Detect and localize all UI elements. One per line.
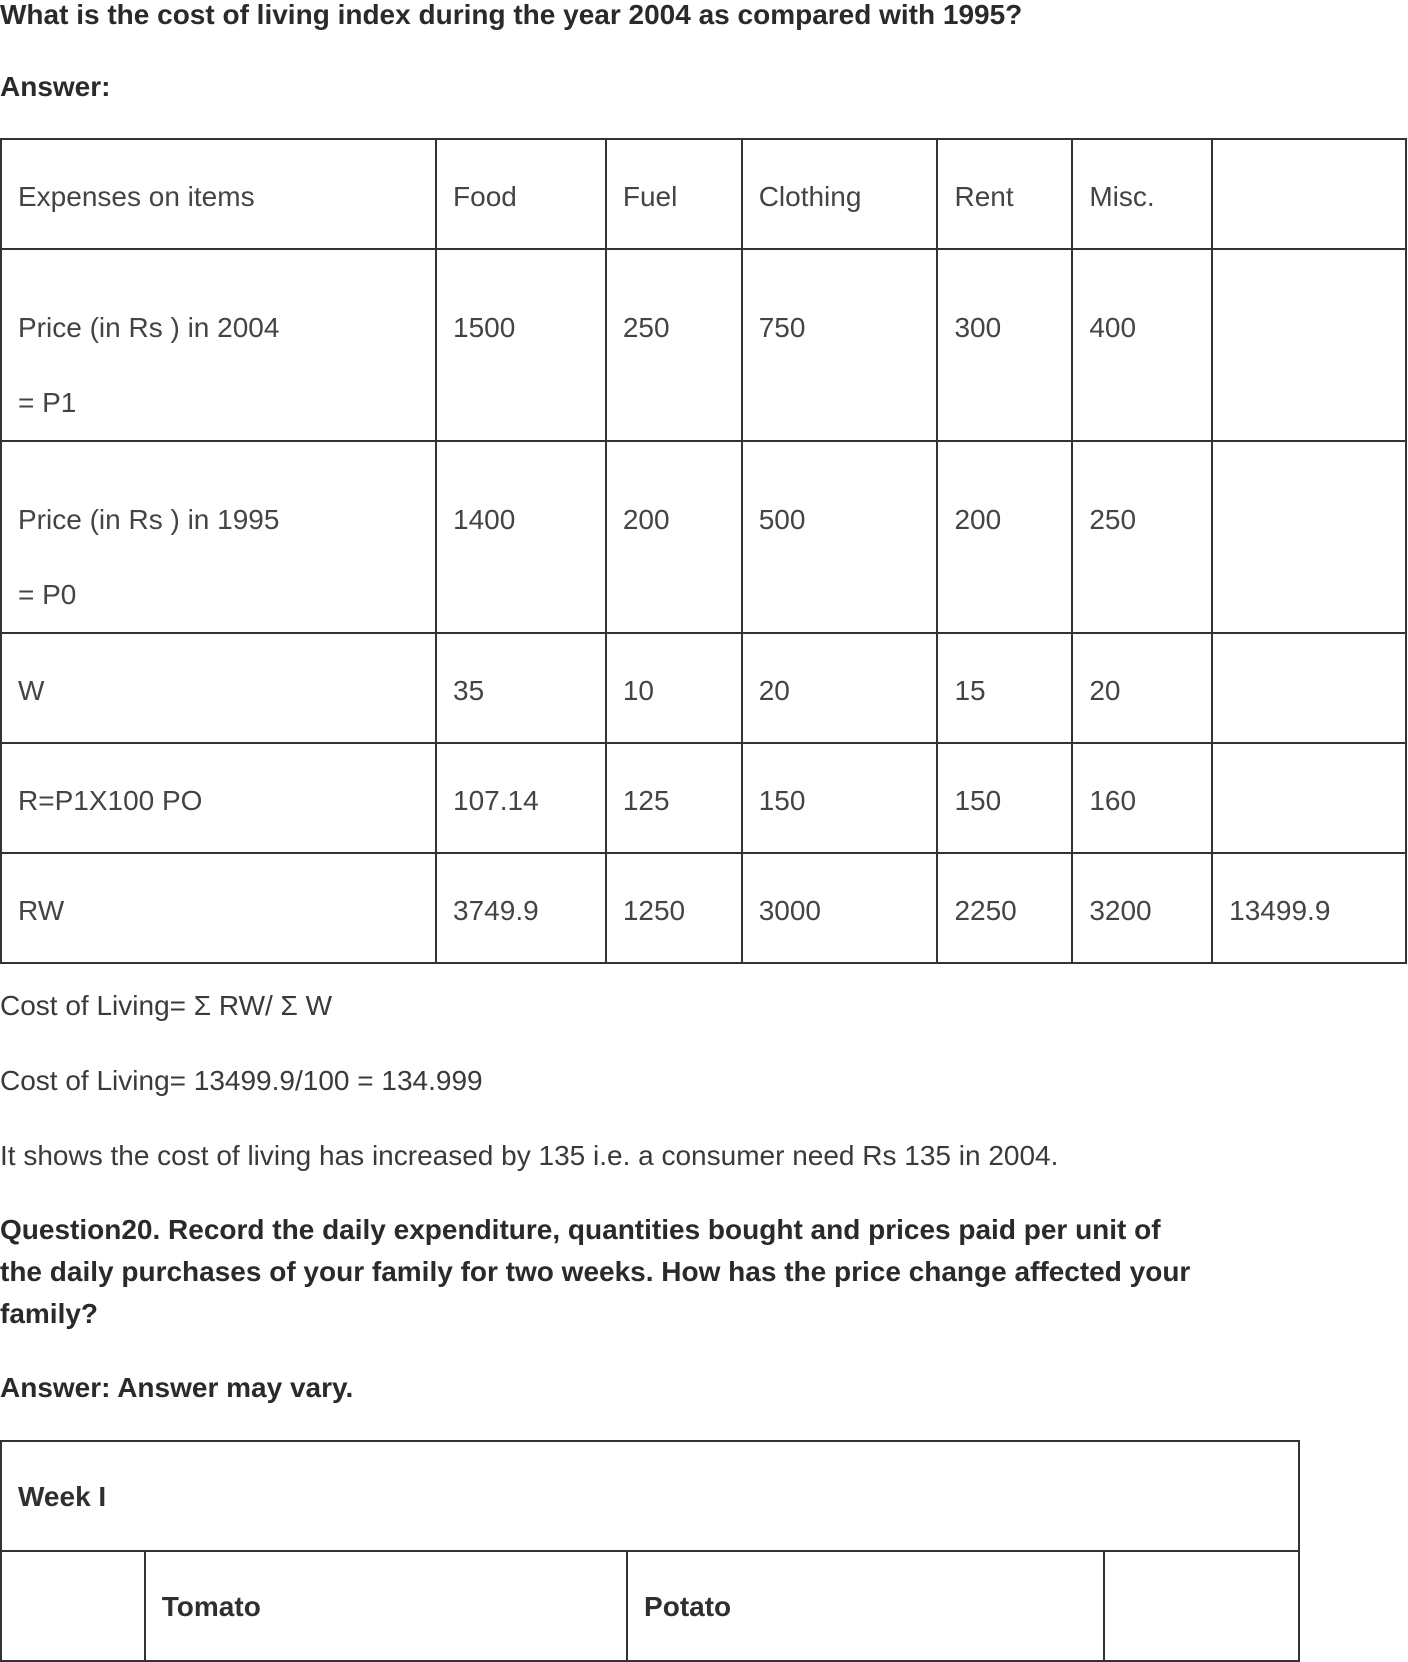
formula-line: Cost of Living= 13499.9/100 = 134.999 [0, 1065, 483, 1096]
table-cell [1212, 633, 1406, 743]
table-cell: 3749.9 [436, 853, 606, 963]
header-cell: Potato [627, 1551, 1104, 1661]
table-row [1, 633, 1406, 743]
formula-line: Cost of Living= Σ RW/ Σ W [0, 990, 333, 1021]
table-cell: 10 [606, 633, 742, 743]
table-row [1, 1441, 1299, 1551]
table-cell: 160 [1072, 743, 1212, 853]
table-header-row [1, 139, 1406, 249]
cost-of-living-table [0, 138, 1407, 964]
row-label: W [1, 633, 436, 743]
header-cell: Expenses on items [1, 139, 436, 249]
header-cell: Clothing [742, 139, 938, 249]
table-cell: 1500 [436, 249, 606, 441]
header-cell: Rent [937, 139, 1072, 249]
table-cell: 1400 [436, 441, 606, 633]
table-cell: 35 [436, 633, 606, 743]
question-title: What is the cost of living index during the year 2004 as compared with 1995? [0, 0, 1023, 30]
table-cell: 500 [742, 441, 938, 633]
header-cell [1, 1551, 145, 1661]
header-cell: Food [436, 139, 606, 249]
header-cell [1104, 1551, 1299, 1661]
table-cell: 750 [742, 249, 938, 441]
table-cell: 150 [937, 743, 1072, 853]
table-cell: 3000 [742, 853, 938, 963]
row-label: RW [1, 853, 436, 963]
row-label-line: = P0 [18, 579, 77, 610]
row-label [1, 249, 436, 441]
conclusion-text: It shows the cost of living has increased by 135 i.e. a consumer need Rs 135 in 2004. [0, 1140, 1059, 1171]
header-cell [1212, 139, 1406, 249]
question20-line: the daily purchases of your family for two weeks. How has the price change affected your [0, 1256, 1191, 1287]
header-cell: Tomato [145, 1551, 627, 1661]
table-cell: 300 [937, 249, 1072, 441]
table-cell: 200 [937, 441, 1072, 633]
table-cell: 2250 [937, 853, 1072, 963]
header-cell: Fuel [606, 139, 742, 249]
table-row [1, 249, 1406, 441]
table-cell: 107.14 [436, 743, 606, 853]
table-cell [1212, 249, 1406, 441]
row-label-line: Price (in Rs ) in 2004 [18, 312, 280, 343]
row-label-line: Price (in Rs ) in 1995 [18, 504, 280, 535]
table-cell: 125 [606, 743, 742, 853]
table-header-row [1, 1551, 1299, 1661]
header-cell: Misc. [1072, 139, 1212, 249]
answer-label: Answer: [0, 71, 111, 102]
week-label: Week I [1, 1441, 1299, 1551]
table-cell [1212, 743, 1406, 853]
table-cell: 400 [1072, 249, 1212, 441]
table-cell: 13499.9 [1212, 853, 1406, 963]
table-cell: 200 [606, 441, 742, 633]
table-cell: 3200 [1072, 853, 1212, 963]
table-cell [1212, 441, 1406, 633]
answer2-text: Answer: Answer may vary. [0, 1372, 354, 1403]
question20-line: Question20. Record the daily expenditure, quantities bought and prices paid per unit of [0, 1214, 1161, 1245]
row-label: R=P1X100 PO [1, 743, 436, 853]
table-cell: 250 [1072, 441, 1212, 633]
week-table [0, 1440, 1300, 1662]
question20-line: family? [0, 1298, 99, 1329]
table-cell: 20 [1072, 633, 1212, 743]
table-cell: 250 [606, 249, 742, 441]
question20-text [0, 1209, 1320, 1335]
row-label-line: = P1 [18, 387, 77, 418]
table-row [1, 853, 1406, 963]
table-cell: 150 [742, 743, 938, 853]
table-cell: 15 [937, 633, 1072, 743]
table-cell: 20 [742, 633, 938, 743]
table-cell: 1250 [606, 853, 742, 963]
table-row [1, 441, 1406, 633]
table-row [1, 743, 1406, 853]
row-label [1, 441, 436, 633]
